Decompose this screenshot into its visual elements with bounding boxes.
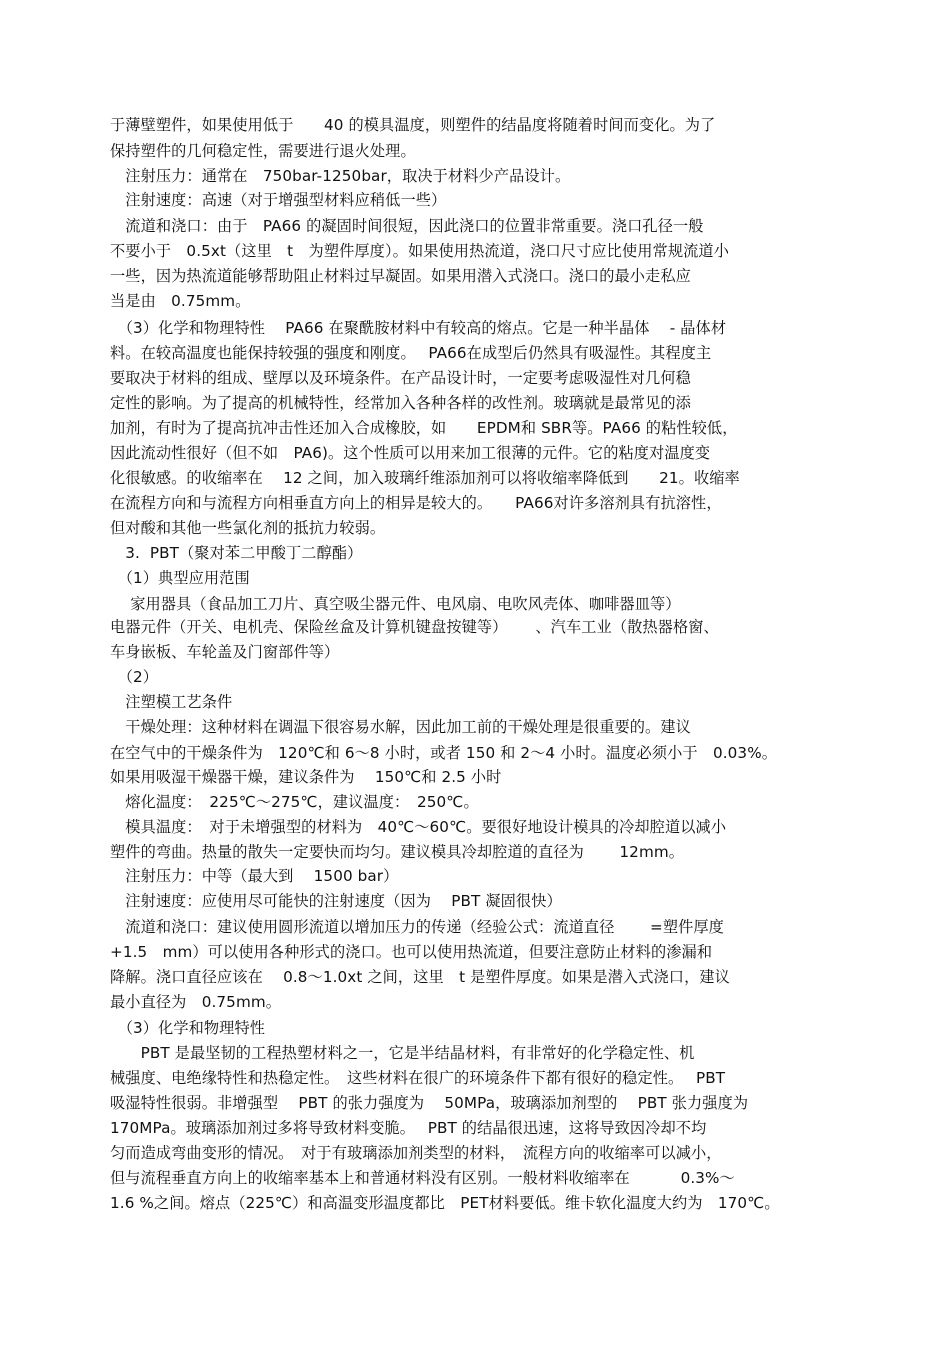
- text-line: 因此流动性很好（但不如 PA6)。这个性质可以用来加工很薄的元件。它的粘度对温度变: [110, 444, 711, 462]
- text-line: 当是由 0.75mm。: [110, 292, 251, 310]
- text-line: 模具温度： 对于未增强型的材料为 40℃～60℃。要很好地设计模具的冷却腔道以减小: [110, 818, 727, 836]
- text-line: （3）化学和物理特性: [110, 1019, 266, 1037]
- text-line: 注射速度：高速（对于增强型材料应稍低一些）: [110, 191, 447, 209]
- text-line: 降解。浇口直径应该在 0.8～1.0xt 之间，这里 t 是塑件厚度。如果是潜入式浇口，建议: [110, 968, 730, 986]
- text-line: 料。在较高温度也能保持较强的强度和刚度。 PA66在成型后仍然具有吸湿性。其程度主: [110, 344, 712, 362]
- text-line: 注射压力：通常在 750bar-1250bar，取决于材料少产品设计。: [110, 167, 571, 185]
- text-line: 化很敏感。的收缩率在 12 之间，加入玻璃纤维添加剂可以将收缩率降低到 21。收缩率: [110, 469, 740, 487]
- text-line: 但与流程垂直方向上的收缩率基本上和普通材料没有区别。一般材料收缩率在 0.3%～: [110, 1169, 735, 1187]
- text-line: 一些，因为热流道能够帮助阻止材料过早凝固。如果用潜入式浇口。浇口的最小走私应: [110, 267, 691, 285]
- text-line: 于薄壁塑件，如果使用低于 40 的模具温度，则塑件的结晶度将随着时间而变化。为了: [110, 116, 716, 134]
- text-line: 在空气中的干燥条件为 120℃和 6～8 小时，或者 150 和 2～4 小时。温度必须小于 0.03%。: [110, 744, 778, 762]
- text-line: 吸湿特性很弱。非增强型 PBT 的张力强度为 50MPa，玻璃添加剂型的 PBT 张力强度为: [110, 1094, 749, 1112]
- text-line: 干燥处理：这种材料在调温下很容易水解，因此加工前的干燥处理是很重要的。建议: [110, 718, 691, 736]
- text-line: 注射压力：中等（最大到 1500 bar）: [110, 867, 399, 885]
- text-line: 车身嵌板、车轮盖及门窗部件等）: [110, 643, 340, 661]
- text-line: 但对酸和其他一些氯化剂的抵抗力较弱。: [110, 519, 386, 537]
- text-line: 在流程方向和与流程方向相垂直方向上的相异是较大的。 PA66对许多溶剂具有抗溶性，: [110, 494, 722, 512]
- text-line: 170MPa。玻璃添加剂过多将导致材料变脆。 PBT 的结晶很迅速，这将导致因冷却不均: [110, 1119, 707, 1137]
- text-line: PBT 是最坚韧的工程热塑材料之一，它是半结晶材料，有非常好的化学稳定性、机: [110, 1044, 695, 1062]
- text-line: +1.5 mm）可以使用各种形式的浇口。也可以使用热流道，但要注意防止材料的渗漏和: [110, 943, 713, 961]
- text-line: （3）化学和物理特性 PA66 在聚酰胺材料中有较高的熔点。它是一种半晶体 - 晶体材: [110, 319, 727, 337]
- text-line: 不要小于 0.5xt（这里 t 为塑件厚度）。如果使用热流道，浇口尺寸应比使用常规流道小: [110, 242, 729, 260]
- text-line: （1）典型应用范围: [110, 569, 250, 587]
- text-line: 家用器具（食品加工刀片、真空吸尘器元件、电风扇、电吹风壳体、咖啡器皿等）: [110, 595, 681, 613]
- text-line: 匀而造成弯曲变形的情况。 对于有玻璃添加剂类型的材料， 流程方向的收缩率可以减小，: [110, 1144, 722, 1162]
- text-line: 熔化温度： 225℃～275℃，建议温度： 250℃。: [110, 793, 479, 811]
- text-line: 最小直径为 0.75mm。: [110, 993, 282, 1011]
- text-line: 流道和浇口：建议使用圆形流道以增加压力的传递（经验公式：流道直径 =塑件厚度: [110, 918, 724, 936]
- text-line: 加剂，有时为了提高抗冲击性还加入合成橡胶，如 EPDM和 SBR等。PA66 的粘性较低，: [110, 419, 738, 437]
- text-line: 塑件的弯曲。热量的散失一定要快而均匀。建议模具冷却腔道的直径为 12mm。: [110, 843, 685, 861]
- text-line: 流道和浇口：由于 PA66 的凝固时间很短，因此浇口的位置非常重要。浇口孔径一般: [110, 217, 704, 235]
- text-line: 电器元件（开关、电机壳、保险丝盒及计算机键盘按键等） 、汽车工业（散热器格窗、: [110, 618, 719, 636]
- text-line: 定性的影响。为了提高的机械特性，经常加入各种各样的改性剂。玻璃就是最常见的添: [110, 394, 691, 412]
- text-line: 注射速度：应使用尽可能快的注射速度（因为 PBT 凝固很快）: [110, 892, 562, 910]
- text-line: 械强度、电绝缘特性和热稳定性。 这些材料在很广的环境条件下都有很好的稳定性。 PBT: [110, 1069, 726, 1087]
- text-line: 注塑模工艺条件: [110, 693, 233, 711]
- text-line: 3. PBT（聚对苯二甲酸丁二醇酯）: [110, 544, 363, 562]
- text-line: （2）: [110, 668, 159, 686]
- text-line: 如果用吸湿干燥器干燥，建议条件为 150℃和 2.5 小时: [110, 768, 502, 786]
- text-line: 要取决于材料的组成、壁厚以及环境条件。在产品设计时，一定要考虑吸湿性对几何稳: [110, 369, 691, 387]
- text-line: 1.6 %之间。熔点（225℃）和高温变形温度都比 PET材料要低。维卡软化温度大约为 170℃。: [110, 1194, 780, 1212]
- text-line: 保持塑件的几何稳定性，需要进行退火处理。: [110, 142, 416, 160]
